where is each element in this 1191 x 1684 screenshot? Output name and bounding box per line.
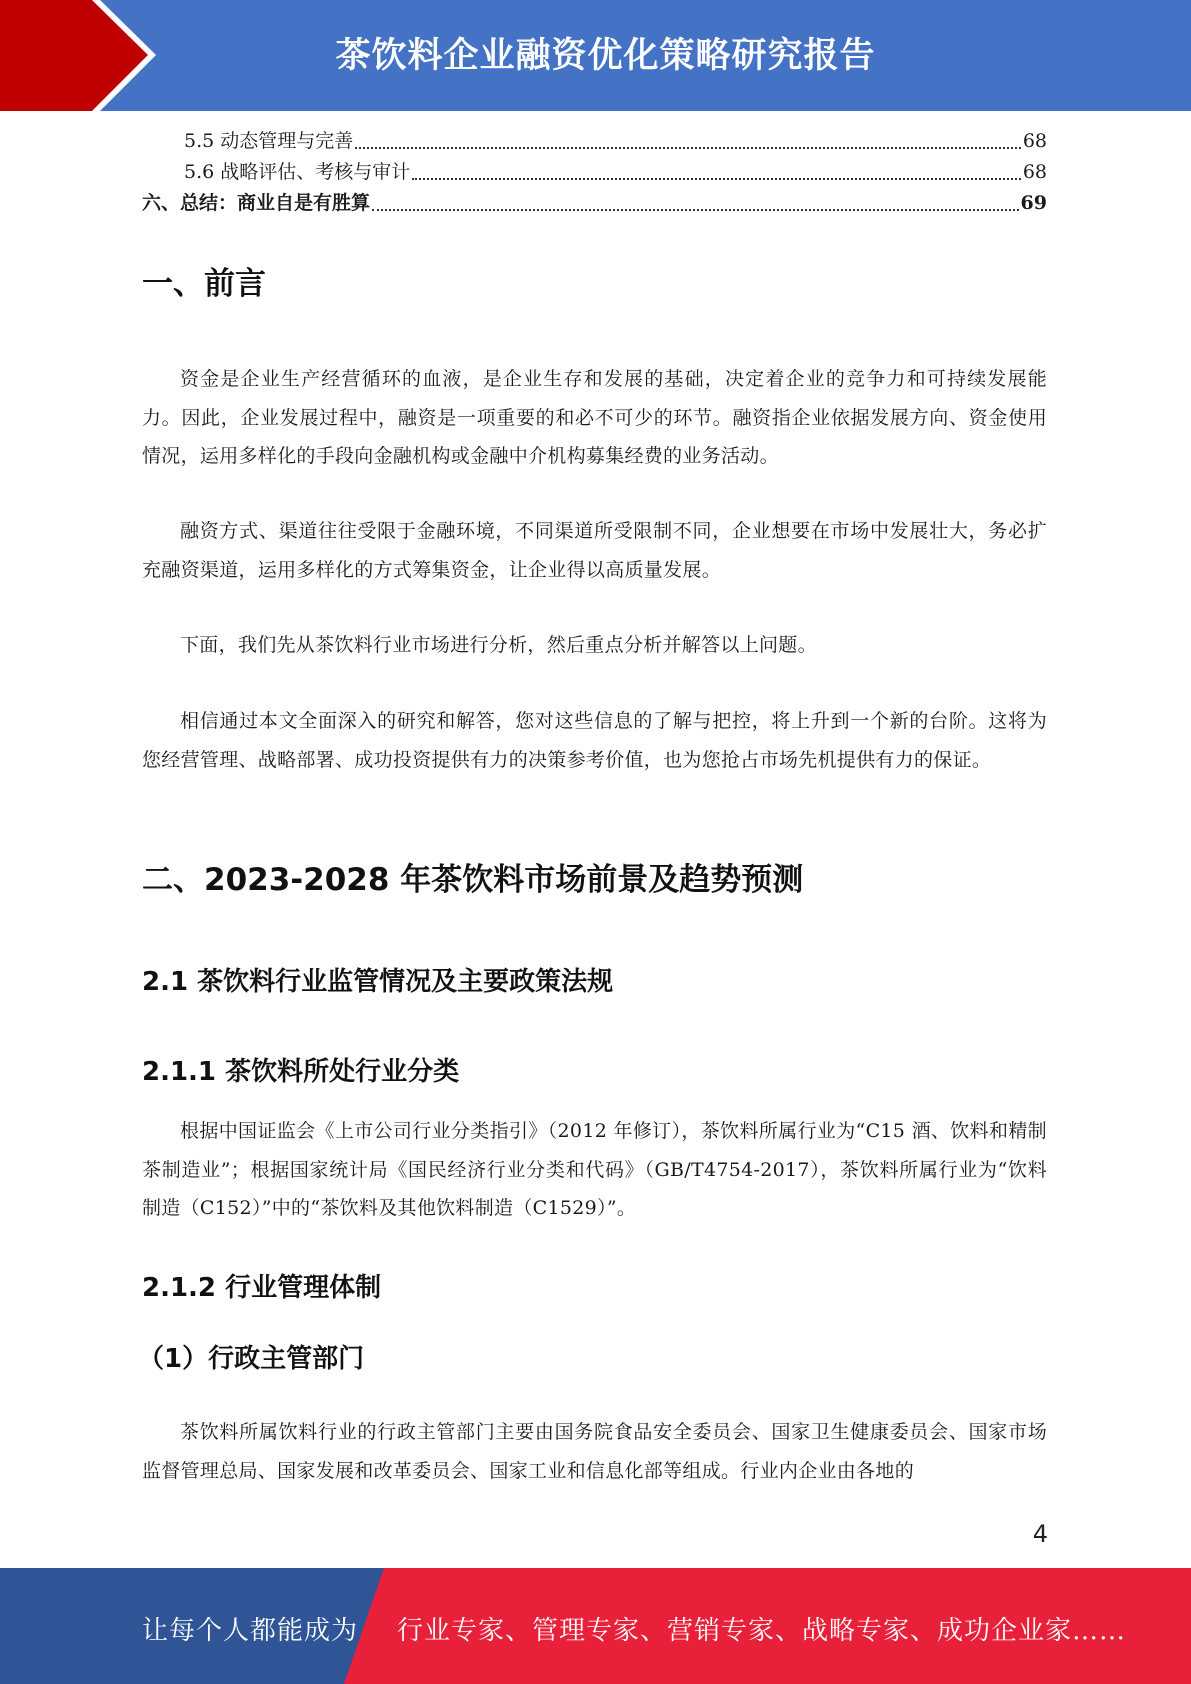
subsection-heading: 2.1.1 茶饮料所处行业分类 bbox=[142, 1057, 460, 1087]
toc-entry[interactable] bbox=[142, 188, 1047, 219]
toc-leader-dots bbox=[412, 177, 1021, 180]
toc-entry-page: 68 bbox=[1022, 130, 1047, 152]
footer-slogan-right: 行业专家、管理专家、营销专家、战略专家、成功企业家…… bbox=[397, 1616, 1127, 1646]
toc-entry-label: 5.6 战略评估、考核与审计 bbox=[184, 161, 411, 183]
toc-entry-page: 68 bbox=[1022, 161, 1047, 183]
paragraph: 融资方式、渠道往往受限于金融环境，不同渠道所受限制不同，企业想要在市场中发展壮大，务必扩充融资渠道，运用多样化的方式筹集资金，让企业得以高质量发展。 bbox=[142, 520, 1047, 581]
subsection-heading: 2.1 茶饮料行业监管情况及主要政策法规 bbox=[142, 967, 614, 997]
section-heading-forecast: 二、2023-2028 年茶饮料市场前景及趋势预测 bbox=[142, 862, 804, 898]
toc-entry-label: 5.5 动态管理与完善 bbox=[184, 130, 354, 152]
section-heading-preface: 一、前言 bbox=[142, 266, 266, 302]
footer-slogan-left: 让每个人都能成为 bbox=[142, 1616, 359, 1646]
subsection-heading: 2.1.2 行业管理体制 bbox=[142, 1273, 382, 1303]
page-content bbox=[138, 126, 1047, 1482]
toc-entry[interactable] bbox=[142, 157, 1047, 188]
page-header bbox=[0, 0, 1191, 111]
subsection-heading: （1）行政主管部门 bbox=[138, 1344, 365, 1374]
toc-entry-page: 69 bbox=[1020, 192, 1047, 214]
page-number: 4 bbox=[1032, 1520, 1048, 1548]
paragraph: 茶饮料所属饮料行业的行政主管部门主要由国务院食品安全委员会、国家卫生健康委员会、国家市场监督管理总局、国家发展和改革委员会、国家工业和信息化部等组成。行业内企业由各地的 bbox=[142, 1421, 1047, 1482]
toc-entry[interactable] bbox=[142, 126, 1047, 157]
page-footer bbox=[0, 1568, 1191, 1684]
report-title: 茶饮料企业融资优化策略研究报告 bbox=[335, 36, 876, 76]
paragraph: 相信通过本文全面深入的研究和解答，您对这些信息的了解与把控，将上升到一个新的台阶。这将为您经营管理、战略部署、成功投资提供有力的决策参考价值，也为您抢占市场先机提供有力的保证。 bbox=[142, 710, 1047, 771]
toc-leader-dots bbox=[355, 146, 1021, 149]
paragraph: 下面，我们先从茶饮料行业市场进行分析，然后重点分析并解答以上问题。 bbox=[180, 634, 817, 656]
toc-leader-dots bbox=[372, 208, 1019, 211]
toc-entry-label: 六、总结：商业自是有胜算 bbox=[142, 192, 371, 214]
table-of-contents bbox=[142, 126, 1047, 219]
paragraph: 根据中国证监会《上市公司行业分类指引》（2012 年修订），茶饮料所属行业为“C15 酒、饮料和精制茶制造业”；根据国家统计局《国民经济行业分类和代码》（GB/T4754-2017），茶饮料所属行业为“饮料制造（C152）”中的“茶饮料及其他饮料制造（C1529）”。 bbox=[142, 1120, 1047, 1219]
paragraph: 资金是企业生产经营循环的血液，是企业生存和发展的基础，决定着企业的竞争力和可持续发展能力。因此，企业发展过程中，融资是一项重要的和必不可少的环节。融资指企业依据发展方向、资金使用情况，运用多样化的手段向金融机构或金融中介机构募集经费的业务活动。 bbox=[142, 368, 1047, 467]
